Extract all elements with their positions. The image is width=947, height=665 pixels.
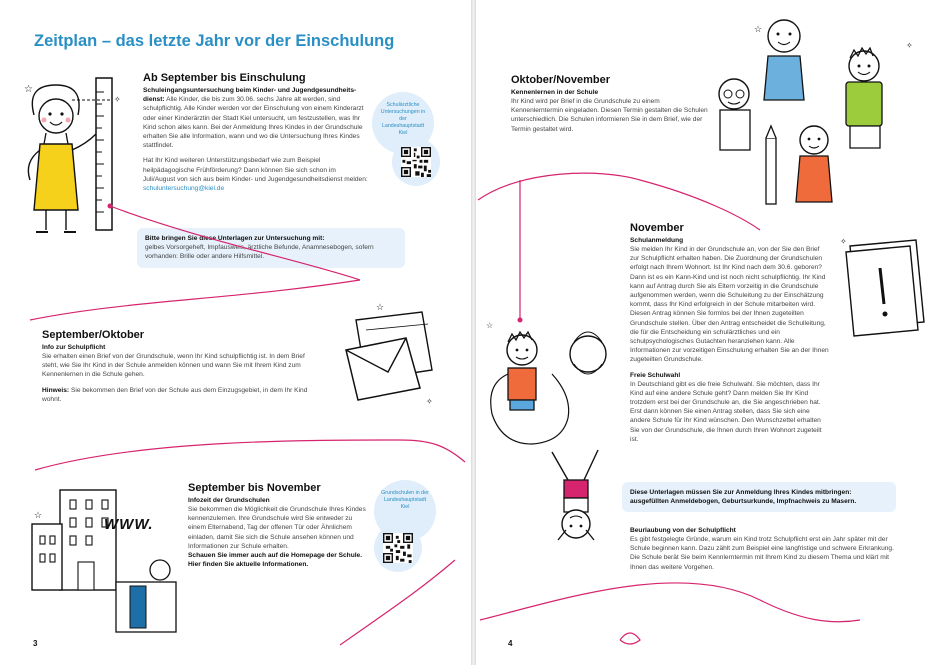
section-heading: Ab September bis Einschulung: [143, 72, 306, 84]
hint-body: Sie bekommen den Brief von der Schule aus dem Einzugsgebiet, in dem Ihr Kind wohnt.: [42, 386, 308, 403]
exam-text: Alle Kinder, die bis zum 30.06. sechs Jahre alt werden, sind schulpflichtig. Alle Kinder werden vor der Einschulung von einem Kinderarzt oder einer Kinderärztin der Stadt Kiel untersucht, um festzustellen, was Ihr Kind schon alles kann. Bei der Anmeldung Ihres Kindes in der Grundschule erhalten Sie alle Information, wann und wo die Untersuchung Ihres Kindes stattfindet.: [143, 96, 364, 150]
section-subheading: Infozeit der Grundschulen: [188, 497, 270, 504]
section-heading: November: [630, 222, 684, 234]
section-text: Es gibt festgelegte Gründe, warum ein Kind trotz Schulpflicht erst ein Jahr später mit der Schule beginnen kann. Dazu zählt zum Beispiel eine langfristige und schwere Erkrankung. Die Schule berät Sie beim Kennlerntermin mit Ihrem Kind zu diesem Thema und klärt mit Ihnen das weitere Vorgehen.: [630, 536, 894, 571]
section-beurlaubung: [630, 526, 900, 578]
child-measuring-illustration: [14, 70, 134, 240]
children-group-illustration: [714, 8, 934, 208]
letters-envelope-illustration: [336, 300, 446, 410]
qr-code-container-2[interactable]: [374, 524, 422, 572]
page-number: 4: [508, 639, 513, 648]
section-heading: September/Oktober: [42, 329, 145, 341]
jump-rope-child-illustration: [478, 310, 628, 450]
section-text-2: In Deutschland gibt es die freie Schulwahl. Sie möchten, dass Ihr Kind auf eine andere Schule geht? Dann melden Sie Ihr Kind trotzdem erst bei der Grundschule an, die Sie angeschrieben hat. Erst dann können Sie einen Antrag stellen, dass Sie sich eine andere Schule für Ihr Kind wünschen. Den Wunschzettel erhalten Sie von der Grundschule, die Ihnen durch Ihren Wohnort zugeteilt ist.: [630, 380, 822, 443]
svg-text:✧: ✧: [840, 237, 847, 246]
svg-text:✧: ✧: [906, 41, 913, 50]
hint-label: Hinweis:: [42, 386, 70, 394]
qr-code-icon: [401, 147, 431, 177]
exam-bold-intro: Schuleingangsuntersuchung beim Kinder- und Jugendgesundheitsdienst:: [143, 87, 357, 104]
www-sign: WWW.: [104, 516, 154, 533]
box-heading: Bitte bringen Sie diese Unterlagen zur Untersuchung mit:: [145, 235, 325, 242]
section-subheading-2: Freie Schulwahl: [630, 371, 681, 379]
homepage-hint: Schauen Sie immer auch auf die Homepage der Schule. Hier finden Sie aktuelle Informationen.: [188, 552, 363, 569]
infozeit-text: Sie bekommen die Möglichkeit die Grundschule Ihres Kindes kennenzulernen. Ihre Grundschule wird Sie entweder zu einem Elternabend, Tag der offenen Tür oder Ähnlichem einladen, damit Sie sich die Schule ansehen können und Informationen zur Schule erhalten.: [188, 506, 366, 550]
svg-text:☆: ☆: [34, 510, 43, 520]
svg-text:☆: ☆: [24, 84, 33, 95]
registration-documents-box: [622, 482, 896, 512]
svg-text:✧: ✧: [426, 397, 433, 406]
page-left: [0, 0, 471, 665]
section-heading: September bis November: [188, 482, 321, 494]
support-text: Hat Ihr Kind weiteren Unterstützungsbedarf wie zum Beispiel heilpädagogische Frühförderung? Dann können Sie sich schon im Juli/August von sich aus beim Kinder- und Jugendgesundheitsdienst melden:: [143, 157, 368, 183]
svg-text:☆: ☆: [486, 321, 494, 330]
section-ab-september: [143, 72, 368, 199]
handstand-child-illustration: [538, 440, 618, 550]
qr-code-container[interactable]: [392, 138, 440, 186]
page-right: [476, 0, 947, 665]
svg-text:☆: ☆: [754, 24, 763, 34]
section-text: Sie melden Ihr Kind in der Grundschule an, von der Sie den Brief zur Schulpflicht erhalten haben. Die Zuordnung der Grundschulen erfolgt nach Ihrem Wohnort. Ist Ihr Kind nach dem 30.6. geboren? Dann ist es ein Kann-Kind und ist noch nicht schulpflichtig. Ihr Kind kann auf Antrag durch Sie als Eltern vorzeitig in die Grundschule aufgenommen werden, wenn die Schuleitung zu der Einschätzung kommt, dass Ihr Kind erfolgreich in der Schule mitarbeiten wird. Diesen Antrag können Sie formlos bei der Ihnen zugeteilten Grundschule stellen. Über den Antrag entscheidet die Schulleitung, die für die Entscheidung ein schulärztliches und ein schulpsychologisches Gutachten heranziehen kann. Alle Informationen zur vorzeitigen Einschulung erhalten Sie an der Ihnen zugeteilten Grundschule.: [630, 246, 829, 364]
qr-label: Schulärztliche Untersuchungen in der Landeshauptstadt Kiel: [380, 102, 426, 136]
section-text: Sie erhalten einen Brief von der Grundschule, wenn Ihr Kind schulpflichtig ist. In dem Brief steht, wie Sie Ihr Kind in der Schule anmelden können und wann Sie mit Ihrem Kind zum Kennenlernen in die Schule gehen.: [42, 353, 305, 379]
page-title: Zeitplan – das letzte Jahr vor der Einschulung: [34, 32, 395, 50]
qr-code-icon: [383, 533, 413, 563]
hint-text: [42, 386, 317, 404]
section-september-november: [188, 482, 368, 575]
section-september-oktober: [42, 329, 317, 410]
section-oktober-november: [511, 74, 711, 140]
qr-label: Grundschulen in der Landeshauptstadt Kiel: [381, 490, 429, 510]
section-subheading: Info zur Schulpflicht: [42, 344, 106, 351]
section-heading: Oktober/November: [511, 74, 611, 86]
section-november: [630, 222, 830, 450]
school-building-illustration: [30, 478, 180, 638]
box-text: Diese Unterlagen müssen Sie zur Anmeldung Ihres Kindes mitbringen: ausgefüllten Anmeldebogen, Geburtsurkunde, Impfnachweis zu Masern.: [630, 489, 857, 506]
page-number: 3: [33, 639, 38, 648]
exclamation-paper-illustration: [838, 232, 934, 342]
svg-text:☆: ☆: [376, 302, 385, 312]
section-subheading: Schulanmeldung: [630, 237, 684, 244]
section-subheading: Kennenlernen in der Schule: [511, 89, 599, 96]
box-text: gelbes Vorsorgeheft, Impfausweis, ärztliche Befunde, Anamnesebogen, sofern vorhanden: Brille oder andere Hilfsmittel.: [145, 244, 374, 261]
svg-text:✧: ✧: [114, 95, 121, 104]
section-subheading: Beurlaubung von der Schulpflicht: [630, 527, 736, 534]
documents-info-box: [137, 228, 405, 268]
email-link[interactable]: schuluntersuchung@kiel.de: [143, 185, 225, 193]
section-text: Ihr Kind wird per Brief in die Grundschule zu einem Kennenlerntermin eingeladen. Diesen Termin gestalten die Schulen unterschiedlich. Die Schulen informieren Sie in dem Brief, wie der Termin gestaltet wird.: [511, 98, 708, 133]
section-text-2: [143, 156, 368, 193]
section-text: [188, 505, 368, 569]
section-text: [143, 86, 368, 150]
